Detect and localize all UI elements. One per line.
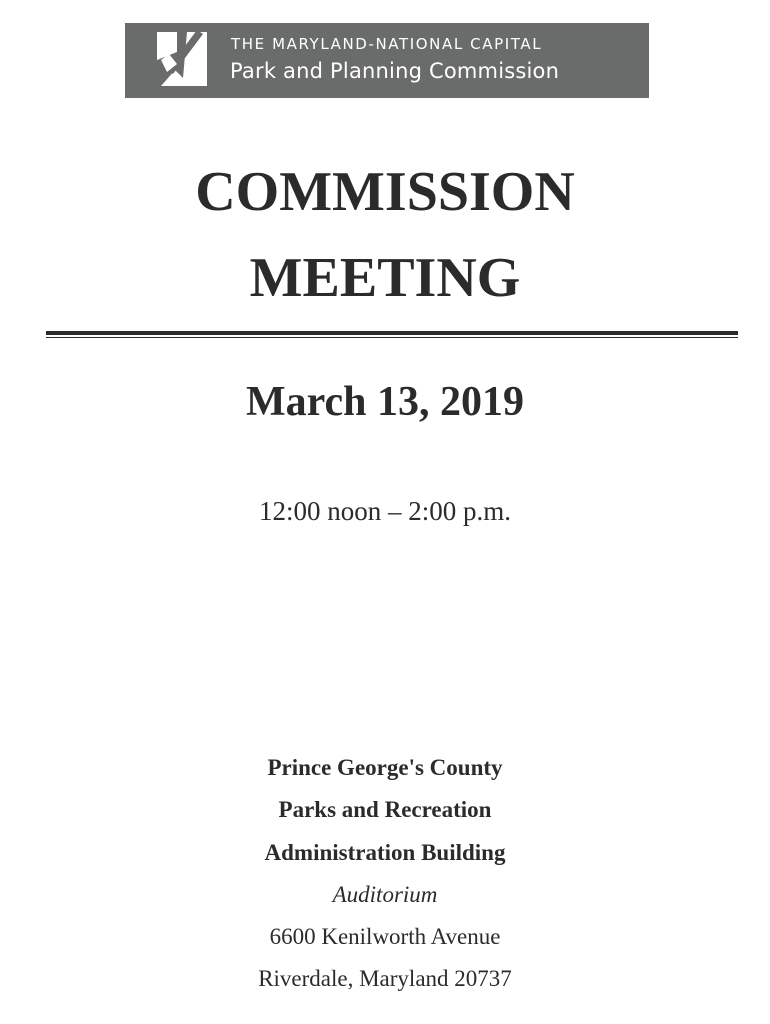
logo-commission-line: Park and Planning Commission bbox=[230, 59, 560, 83]
page-title-line2: MEETING bbox=[249, 247, 521, 309]
logo-banner bbox=[125, 23, 649, 98]
meeting-time: 12:00 noon – 2:00 p.m. bbox=[258, 496, 511, 526]
location-department: Parks and Recreation bbox=[278, 797, 492, 822]
page-title-line1: COMMISSION bbox=[195, 161, 575, 223]
divider-thick bbox=[46, 331, 738, 335]
location-county: Prince George's County bbox=[267, 755, 503, 780]
divider-thin bbox=[46, 337, 738, 338]
logo-org-line: THE MARYLAND-NATIONAL CAPITAL bbox=[231, 35, 543, 53]
location-room: Auditorium bbox=[332, 882, 438, 907]
location-building: Administration Building bbox=[264, 840, 506, 865]
location-street: 6600 Kenilworth Avenue bbox=[269, 924, 501, 949]
mncppc-shovel-logo-icon bbox=[153, 30, 209, 88]
meeting-date: March 13, 2019 bbox=[245, 379, 525, 425]
location-city: Riverdale, Maryland 20737 bbox=[258, 966, 512, 991]
